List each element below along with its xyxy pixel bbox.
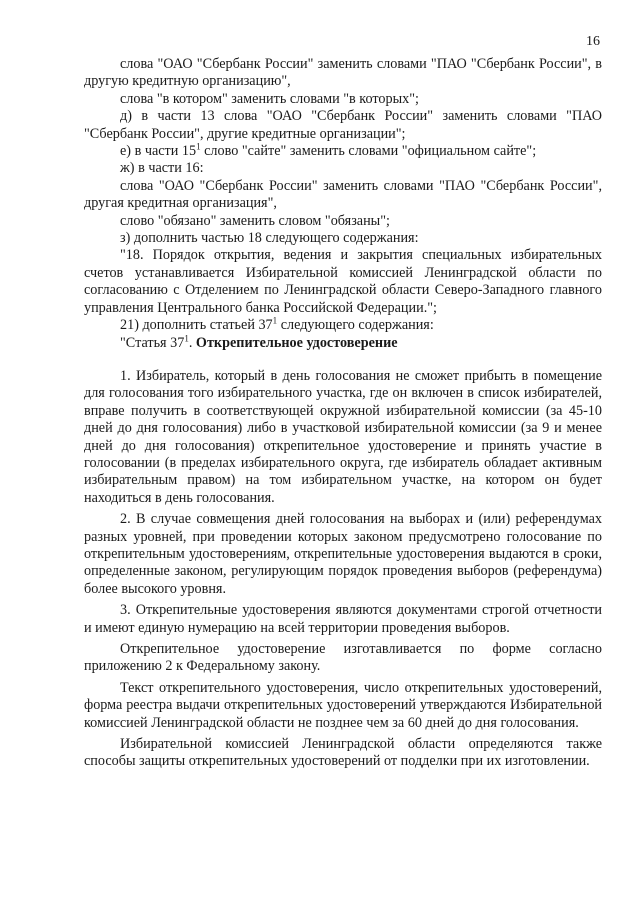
text: 21) дополнить статьей 37 [120,317,273,334]
article-heading [84,332,602,352]
text: слово "сайте" заменить словами "официальном сайте"; [200,143,537,160]
superscript: 1 [272,315,278,326]
paragraph: ж) в части 16: [120,160,204,177]
paragraph: д) в части 13 слова "ОАО "Сбербанк России" заменить словами "ПАО "Сбербанк России", другие кредитные организации"; [84,108,602,142]
article-paragraph: 3. Открепительные удостоверения являются документами строгой отчетности и имеют единую нумерацию на всей территории проведения выборов. [84,602,602,636]
text: . [188,334,196,351]
paragraph-e [84,143,602,160]
article-paragraph: 2. В случае совмещения дней голосования на выборах и (или) референдумах разных уровней, при проведении которых законом предусмотрено голосование по открепительным удостоверениям, открепительные удостоверения выдаются в сроки, определенные законом, регулирующим порядок проведения выборов (референдума) более высокого уровня. [84,511,602,597]
article-paragraph: 1. Избиратель, который в день голосования не сможет прибыть в помещение для голосования того избирательного участка, где он включен в список избирателей, вправе получить в соответствующей окружной избирательной комиссии (за 45-10 дней до дня голосования) либо в участковой избирательной комиссии (за 9 и менее дней до дня голосования) открепительное удостоверение и принять участие в голосовании (в пределах избирательного округа, где избиратель обладает активным избирательным правом) на том избирательном участке, на котором он будет находиться в день голосования. [84,367,602,506]
paragraph: з) дополнить частью 18 следующего содержания: [120,230,419,247]
article-paragraph: Открепительное удостоверение изготавливается по форме согласно приложению 2 к Федеральному закону. [84,641,602,675]
article-paragraph: Текст открепительного удостоверения, число открепительных удостоверений, форма реестра выдачи открепительных удостоверений утверждаются Избирательной комиссией Ленинградской области не позднее чем за 60 дней до дня голосования. [84,679,602,731]
text: следующего содержания: [277,317,434,334]
superscript: 1 [184,332,189,343]
page-number: 16 [586,34,600,49]
paragraph: слова "ОАО "Сбербанк России" заменить словами "ПАО "Сбербанк России", в другую кредитную организацию", [84,56,602,90]
article-paragraph: Избирательной комиссией Ленинградской области определяются также способы защиты открепительных удостоверений от подделки при их изготовлении. [84,736,602,770]
spacer [84,352,602,368]
paragraph-21 [84,317,602,334]
paragraph: слово "обязано" заменить словом "обязаны"; [120,212,390,229]
text: "Статья 37 [120,334,185,351]
article-title: Открепительное удостоверение [195,334,398,351]
paragraph: "18. Порядок открытия, ведения и закрытия специальных избирательных счетов устанавливается Избирательной комиссией Ленинградской области по согласованию с Отделением по Ленинградской области Северо-Западного главного управления Центрального банка Российской Федерации."; [84,247,602,316]
paragraph: слова "ОАО "Сбербанк России" заменить словами "ПАО "Сбербанк России", другая кредитная организация", [84,177,602,212]
superscript: 1 [196,141,201,152]
text: е) в части 15 [120,143,197,160]
paragraph: слова "в котором" заменить словами "в которых"; [120,90,419,107]
